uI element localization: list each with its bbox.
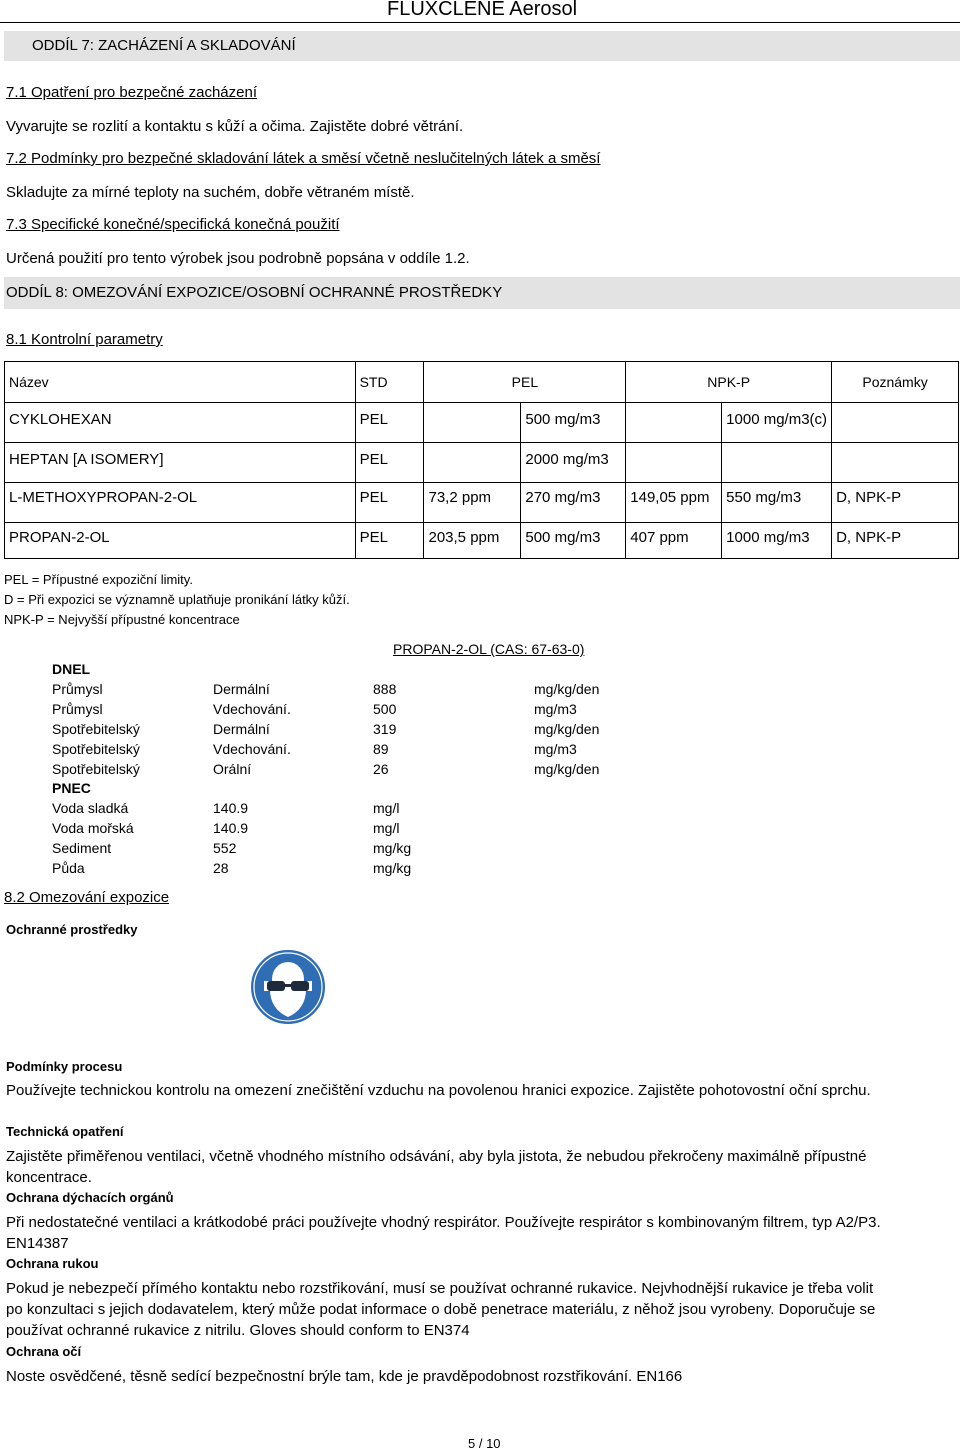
cell-name: L-METHOXYPROPAN-2-OL	[5, 483, 356, 523]
product-name: FLUXCLENE Aerosol	[387, 0, 578, 20]
table-row	[5, 523, 959, 559]
pnec-medium: Půda	[52, 860, 85, 876]
cell-npk-mg	[722, 443, 832, 483]
dnel-unit: mg/kg/den	[534, 761, 600, 777]
dnel-unit: mg/kg/den	[534, 681, 600, 697]
dnel-group: Spotřebitelský	[52, 761, 140, 777]
pnec-unit: mg/l	[373, 820, 400, 836]
s71-text: Vyvarujte se rozlití a kontaktu s kůží a očima. Zajistěte dobré větrání.	[6, 118, 464, 135]
cell-pel-mg: 500 mg/m3	[521, 403, 626, 443]
pnec-medium: Voda mořská	[52, 820, 134, 836]
safety-goggles-icon	[248, 947, 328, 1027]
col-header-npkp: NPK-P	[626, 362, 832, 403]
legend-line: PEL = Přípustné expoziční limity.	[4, 572, 193, 587]
dnel-route: Dermální	[213, 721, 270, 737]
pnec-unit: mg/kg	[373, 840, 412, 856]
cell-pel-mg: 2000 mg/m3	[521, 443, 626, 483]
page-number: 5 / 10	[468, 1436, 501, 1451]
col-header-pel: PEL	[424, 362, 626, 403]
cell-notes: D, NPK-P	[832, 483, 959, 523]
hand-text: Pokud je nebezpečí přímého kontaktu nebo rozstřikování, musí se používat ochranné rukavice. Nejvhodnější rukavice je třeba volit po konzultaci s jejich dodavatelem, který může podat informace o době penetrace materiálu, z něhož jsou vyrobeny. Doporučuje se používat ochranné rukavice z nitrilu. Gloves should conform to EN374	[6, 1280, 876, 1339]
cell-pel-mg: 270 mg/m3	[521, 483, 626, 523]
dnel-route: Vdechování.	[213, 701, 291, 717]
cell-pel-ppm: 203,5 ppm	[424, 523, 521, 559]
dnel-group: Průmysl	[52, 681, 103, 697]
dnel-unit: mg/m3	[534, 741, 577, 757]
resp-label: Ochrana dýchacích orgánů	[6, 1190, 174, 1205]
header-rule	[0, 22, 960, 23]
process-text: Používejte technickou kontrolu na omezení znečištění vzduchu na povolenou hranici expozice. Zajistěte pohotovostní oční sprchu.	[6, 1082, 871, 1099]
dnel-value: 89	[373, 741, 389, 757]
section-8-bar	[4, 277, 960, 309]
s72-text: Skladujte za mírné teploty na suchém, dobře větraném místě.	[6, 184, 415, 201]
cell-std: PEL	[355, 403, 424, 443]
cell-notes	[832, 443, 959, 483]
exposure-limits-table	[4, 361, 959, 559]
ppe-label: Ochranné prostředky	[6, 922, 138, 937]
cell-npk-mg: 1000 mg/m3(c)	[722, 403, 832, 443]
cell-npk-ppm: 149,05 ppm	[626, 483, 722, 523]
resp-text: Při nedostatečné ventilaci a krátkodobé práci používejte vhodný respirátor. Používejte respirátor s kombinovaným filtrem, typ A2/P3. EN14387	[6, 1214, 881, 1252]
col-header-std: STD	[355, 362, 424, 403]
cell-npk-ppm: 407 ppm	[626, 523, 722, 559]
cell-notes	[832, 403, 959, 443]
s71-title: 7.1 Opatření pro bezpečné zacházení	[6, 84, 258, 101]
dnel-value: 319	[373, 721, 397, 737]
dnel-unit: mg/kg/den	[534, 721, 600, 737]
pnec-value: 140.9	[213, 820, 249, 836]
cell-notes: D, NPK-P	[832, 523, 959, 559]
legend-line: NPK-P = Nejvyšší přípustné koncentrace	[4, 612, 240, 627]
cell-name: CYKLOHEXAN	[5, 403, 356, 443]
dnel-group: Průmysl	[52, 701, 103, 717]
tech-label: Technická opatření	[6, 1124, 124, 1139]
s73-title: 7.3 Specifické konečné/specifická konečná použití	[6, 216, 340, 233]
table-row	[5, 483, 959, 523]
cell-pel-mg: 500 mg/m3	[521, 523, 626, 559]
pnec-value: 28	[213, 860, 229, 876]
pnec-medium: Sediment	[52, 840, 112, 856]
cell-pel-ppm: 73,2 ppm	[424, 483, 521, 523]
dnel-group: Spotřebitelský	[52, 741, 140, 757]
cell-std: PEL	[355, 443, 424, 483]
dnel-label: DNEL	[52, 661, 91, 677]
cell-std: PEL	[355, 483, 424, 523]
tech-text: Zajistěte přiměřenou ventilaci, včetně vhodného místního odsávání, aby byla jistota, že nebudou překročeny maximálně přípustné koncentrace.	[6, 1148, 867, 1186]
s73-text: Určená použití pro tento výrobek jsou podrobně popsána v oddíle 1.2.	[6, 250, 470, 267]
legend-line: D = Při expozici se významně uplatňuje pronikání látky kůží.	[4, 592, 350, 607]
substance-title: PROPAN-2-OL (CAS: 67-63-0)	[393, 641, 585, 657]
s82-title: 8.2 Omezování expozice	[4, 889, 170, 906]
s81-title: 8.1 Kontrolní parametry	[6, 331, 163, 348]
pnec-unit: mg/kg	[373, 860, 412, 876]
dnel-route: Vdechování.	[213, 741, 291, 757]
pnec-value: 140.9	[213, 800, 249, 816]
section-7-title: ODDÍL 7: ZACHÁZENÍ A SKLADOVÁNÍ	[32, 37, 296, 54]
cell-npk-mg: 1000 mg/m3	[722, 523, 832, 559]
col-header-notes: Poznámky	[832, 362, 959, 403]
dnel-value: 888	[373, 681, 397, 697]
table-row	[5, 443, 959, 483]
cell-npk-mg: 550 mg/m3	[722, 483, 832, 523]
cell-name: HEPTAN [A ISOMERY]	[5, 443, 356, 483]
pnec-medium: Voda sladká	[52, 800, 129, 816]
col-header-name: Název	[5, 362, 356, 403]
dnel-route: Dermální	[213, 681, 270, 697]
eye-text: Noste osvědčené, těsně sedící bezpečnostní brýle tam, kde je pravděpodobnost rozstřikování. EN166	[6, 1368, 683, 1385]
cell-std: PEL	[355, 523, 424, 559]
dnel-group: Spotřebitelský	[52, 721, 140, 737]
table-header-row	[5, 362, 959, 403]
section-8-title: ODDÍL 8: OMEZOVÁNÍ EXPOZICE/OSOBNÍ OCHRANNÉ PROSTŘEDKY	[6, 284, 503, 301]
cell-npk-ppm	[626, 403, 722, 443]
s72-title: 7.2 Podmínky pro bezpečné skladování látek a směsí včetně neslučitelných látek a směsí	[6, 150, 601, 167]
pnec-value: 552	[213, 840, 237, 856]
pnec-unit: mg/l	[373, 800, 400, 816]
dnel-route: Orální	[213, 761, 252, 777]
dnel-value: 500	[373, 701, 397, 717]
pnec-label: PNEC	[52, 780, 91, 796]
cell-npk-ppm	[626, 443, 722, 483]
cell-pel-ppm	[424, 403, 521, 443]
hand-label: Ochrana rukou	[6, 1256, 99, 1271]
dnel-unit: mg/m3	[534, 701, 577, 717]
process-label: Podmínky procesu	[6, 1059, 123, 1074]
cell-pel-ppm	[424, 443, 521, 483]
cell-name: PROPAN-2-OL	[5, 523, 356, 559]
eye-label: Ochrana očí	[6, 1344, 82, 1359]
dnel-value: 26	[373, 761, 389, 777]
table-row	[5, 403, 959, 443]
section-7-bar	[4, 31, 960, 61]
